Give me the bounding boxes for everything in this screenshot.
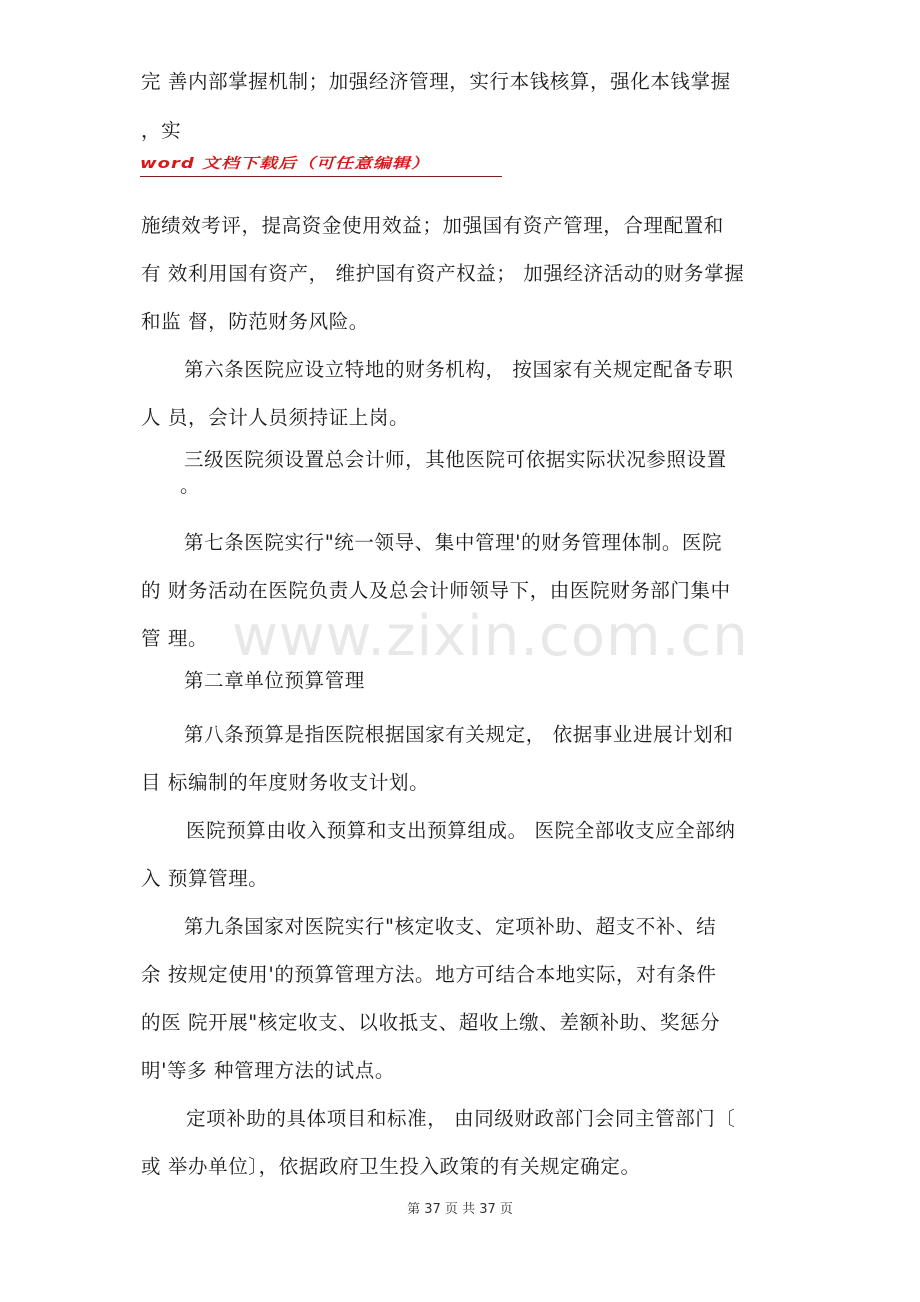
text-line-7: 人 员，会计人员须持证上岗。 (141, 406, 410, 429)
text-line-8: 三级医院须设置总会计师，其他医院可依据实际状况参照设置 (184, 448, 727, 471)
page-number-footer: 第 37 页 共 37 页 (407, 1202, 513, 1217)
text-line-22: 定项补助的具体项目和标准， 由同级财政部门会同主管部门〔 (186, 1107, 736, 1130)
text-line-18: 第九条国家对医院实行"核定收支、定项补助、超支不补、结 (184, 915, 717, 938)
text-line-12: 管 理。 (141, 627, 209, 650)
text-line-15: 目 标编制的年度财务收支计划。 (141, 771, 430, 794)
banner-underline (140, 176, 502, 177)
chapter-heading: 第二章单位预算管理 (184, 669, 365, 692)
text-line-23: 或 举办单位〕，依据政府卫生投入政策的有关规定确定。 (141, 1155, 641, 1178)
text-line-16: 医院预算由收入预算和支出预算组成。 医院全部收支应全部纳 (186, 819, 736, 842)
download-banner: word 文档下载后（可任意编辑） (140, 155, 431, 172)
text-line-20: 的医 院开展"核定收支、以收抵支、超收上缴、差额补助、奖惩分 (141, 1011, 721, 1034)
text-line-21: 明'等多 种管理方法的试点。 (141, 1059, 395, 1082)
text-line-14: 第八条预算是指医院根据国家有关规定， 依据事业进展计划和 (184, 723, 734, 746)
text-line-11: 的 财务活动在医院负责人及总会计师领导下，由医院财务部门集中 (141, 579, 731, 602)
text-line-9: 。 (180, 474, 201, 497)
text-line-10: 第七条医院实行"统一领导、集中管理'的财务管理体制。医院 (184, 531, 723, 554)
text-line-2: ，实 (141, 119, 182, 142)
text-line-5: 和监 督，防范财务风险。 (141, 310, 369, 333)
site-watermark: www.zixin.com.cn (232, 604, 749, 669)
text-line-19: 余 按规定使用'的预算管理方法。地方可结合本地实际，对有条件 (141, 963, 717, 986)
text-line-1: 完 善内部掌握机制；加强经济管理，实行本钱核算，强化本钱掌握 (141, 70, 731, 93)
text-line-17: 入 预算管理。 (141, 867, 269, 890)
text-line-3: 施绩效考评，提高资金使用效益；加强国有资产管理，合理配置和 (141, 214, 724, 237)
text-line-6: 第六条医院应设立特地的财务机构， 按国家有关规定配备专职 (184, 358, 734, 381)
text-line-4: 有 效利用国有资产， 维护国有资产权益； 加强经济活动的财务掌握 (141, 262, 745, 285)
